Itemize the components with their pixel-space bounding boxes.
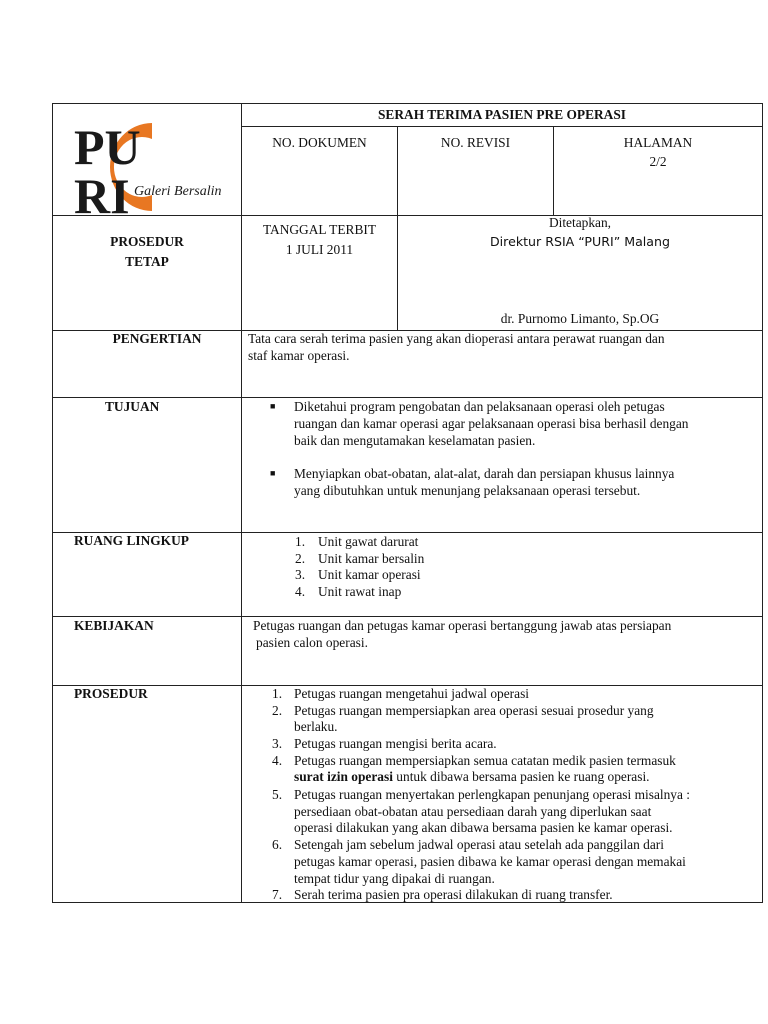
prosedur-step-line: Petugas ruangan mengisi berita acara. xyxy=(294,736,497,751)
puri-logo xyxy=(74,117,224,217)
prosedur-step-line: Petugas ruangan menyertakan perlengkapan penunjang operasi misalnya : xyxy=(294,787,691,802)
no-dokumen-label: NO. DOKUMEN xyxy=(272,135,367,150)
sop-document xyxy=(52,103,763,903)
logo-script: Galeri Bersalin xyxy=(134,184,222,199)
bullet-icon: ■ xyxy=(270,401,276,411)
prosedur-step-line: berlaku. xyxy=(294,719,338,734)
surat-izin-operasi-emphasis: surat izin operasi xyxy=(294,769,393,784)
prosedur-tetap-line2: TETAP xyxy=(125,254,169,269)
prosedur-step-line: persediaan obat-obatan atau persediaan darah yang diperlukan saat xyxy=(294,804,652,819)
step-number: 5. xyxy=(272,787,283,802)
logo-graphic xyxy=(74,117,224,217)
prosedur-step-line: tempat tidur yang dipakai di ruangan. xyxy=(294,871,495,886)
ruang-lingkup-label: RUANG LINGKUP xyxy=(74,533,189,548)
list-number: 1. xyxy=(295,534,306,549)
prosedur-step-line: Petugas ruangan mengetahui jadwal operasi xyxy=(294,686,530,701)
step-number: 1. xyxy=(272,686,283,701)
prosedur-step-line: petugas kamar operasi, pasien dibawa ke kamar operasi dengan memakai xyxy=(294,854,686,869)
tanggal-terbit-label: TANGGAL TERBIT xyxy=(262,222,377,237)
tujuan-bullet-line: Diketahui program pengobatan dan pelaksanaan operasi oleh petugas xyxy=(294,399,665,414)
prosedur-step-line: Petugas ruangan mempersiapkan area operasi sesuai prosedur yang xyxy=(294,703,654,718)
prosedur-step-rest: untuk dibawa bersama pasien ke ruang operasi. xyxy=(392,769,650,784)
tujuan-bullet-line: ruangan dan kamar operasi agar pelaksanaan operasi bisa berhasil dengan xyxy=(294,416,689,431)
tanggal-terbit-value: 1 JULI 2011 xyxy=(285,242,354,257)
step-number: 4. xyxy=(272,753,283,768)
kebijakan-label: KEBIJAKAN xyxy=(74,618,154,633)
list-number: 4. xyxy=(295,584,306,599)
no-revisi-label: NO. REVISI xyxy=(440,135,511,150)
halaman-label: HALAMAN xyxy=(623,135,693,150)
signatory-name: dr. Purnomo Limanto, Sp.OG xyxy=(500,311,660,326)
prosedur-step-line: Petugas ruangan mempersiapkan semua catatan medik pasien termasuk xyxy=(294,753,676,768)
prosedur-label-cell xyxy=(52,685,242,903)
tujuan-bullet-line: baik dan mengutamakan keselamatan pasien. xyxy=(294,433,536,448)
ruang-lingkup-item: Unit kamar bersalin xyxy=(318,551,425,566)
prosedur-step-line-mixed xyxy=(294,768,650,785)
list-number: 2. xyxy=(295,551,306,566)
ruang-lingkup-item: Unit kamar operasi xyxy=(318,567,421,582)
tujuan-bullet-line: Menyiapkan obat-obatan, alat-alat, darah dan persiapan khusus lainnya xyxy=(294,466,675,481)
tujuan-bullet-line: yang dibutuhkan untuk menunjang pelaksanaan operasi tersebut. xyxy=(294,483,641,498)
prosedur-step-line: Setengah jam sebelum jadwal operasi atau setelah ada panggilan dari xyxy=(294,837,664,852)
logo-text-line2: RI xyxy=(74,168,130,217)
kebijakan-line: Petugas ruangan dan petugas kamar operasi bertanggung jawab atas persiapan xyxy=(253,618,672,633)
pengertian-line: staf kamar operasi. xyxy=(248,348,350,363)
step-number: 3. xyxy=(272,736,283,751)
tujuan-label: TUJUAN xyxy=(105,399,160,414)
step-number: 6. xyxy=(272,837,283,852)
step-number: 2. xyxy=(272,703,283,718)
ruang-lingkup-item: Unit gawat darurat xyxy=(318,534,419,549)
ditetapkan-text: Ditetapkan, xyxy=(548,215,612,230)
direktur-text: Direktur RSIA “PURI” Malang xyxy=(489,234,671,249)
tujuan-label-cell xyxy=(52,397,242,533)
ruang-lingkup-item: Unit rawat inap xyxy=(318,584,402,599)
prosedur-label: PROSEDUR xyxy=(74,686,148,701)
pengertian-label: PENGERTIAN xyxy=(112,331,202,346)
logo-text-line1: PU xyxy=(74,119,141,175)
document-title: SERAH TERIMA PASIEN PRE OPERASI xyxy=(377,107,627,122)
bullet-icon: ■ xyxy=(270,468,276,478)
list-number: 3. xyxy=(295,567,306,582)
halaman-value: 2/2 xyxy=(649,154,667,169)
prosedur-step-line: Serah terima pasien pra operasi dilakukan di ruang transfer. xyxy=(294,887,613,902)
kebijakan-line: pasien calon operasi. xyxy=(256,635,368,650)
pengertian-line: Tata cara serah terima pasien yang akan dioperasi antara perawat ruangan dan xyxy=(248,331,665,346)
prosedur-tetap-line1: PROSEDUR xyxy=(110,234,184,249)
prosedur-step-line: operasi dilakukan yang akan dibawa bersama pasien ke kamar operasi. xyxy=(294,820,673,835)
step-number: 7. xyxy=(272,887,283,902)
